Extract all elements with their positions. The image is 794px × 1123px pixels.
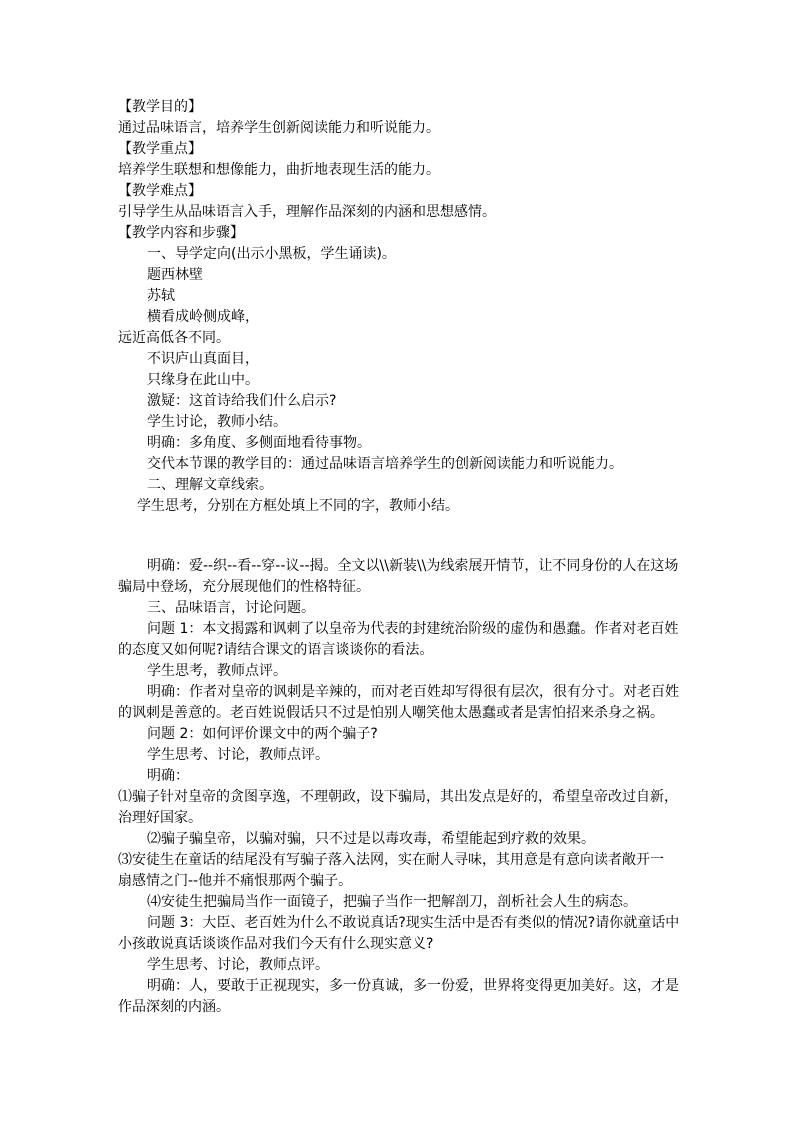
heading-teaching-goal: 【教学目的】 xyxy=(118,99,202,115)
answer-2-label: 明确： xyxy=(147,768,189,784)
answer-1-line-2: 的讽刺是善意的。老百姓说假话只不过是怕别人嘲笑他太愚蠢或者是害怕招来杀身之祸。 xyxy=(118,705,664,721)
poem-line-4: 只缘身在此山中。 xyxy=(147,372,259,388)
student-think-1: 学生思考，教师点评。 xyxy=(147,663,287,679)
section-two-heading: 二、理解文章线索。 xyxy=(147,477,273,493)
clarification-1: 明确：多角度、多侧面地看待事物。 xyxy=(147,435,371,451)
prompt-question: 激疑：这首诗给我们什么启示? xyxy=(147,393,337,409)
answer-2-point-1-line-1: ⑴骗子针对皇帝的贪图享逸，不理朝政，设下骗局，其出发点是好的，希望皇帝改过自新， xyxy=(118,789,678,805)
student-fill-in: 学生思考，分别在方框处填上不同的字，教师小结。 xyxy=(137,498,459,514)
poem-author: 苏轼 xyxy=(147,288,175,304)
poem-line-3: 不识庐山真面目， xyxy=(147,351,259,367)
question-2: 问题 2：如何评价课文中的两个骗子? xyxy=(147,726,378,742)
section-three-heading: 三、品味语言，讨论问题。 xyxy=(147,600,315,616)
heading-difficulties: 【教学难点】 xyxy=(118,183,202,199)
answer-2-point-1-line-2: 治理好国家。 xyxy=(118,810,202,826)
student-think-2: 学生思考、讨论，教师点评。 xyxy=(147,747,329,763)
section-one-heading: 一、导学定向(出示小黑板，学生诵读)。 xyxy=(147,246,396,262)
clarification-2-line-2: 骗局中登场，充分展现他们的性格特征。 xyxy=(118,579,370,595)
student-discussion: 学生讨论，教师小结。 xyxy=(147,414,287,430)
answer-1-line-1: 明确：作者对皇帝的讽刺是辛辣的，而对老百姓却写得很有层次，很有分寸。对老百姓 xyxy=(147,684,679,700)
question-1-line-2: 的态度又如何呢?请结合课文的语言谈谈你的看法。 xyxy=(118,642,434,658)
answer-2-point-3-line-2: 扇感情之门--他并不痛恨那两个骗子。 xyxy=(118,873,353,889)
answer-2-point-4: ⑷安徒生把骗局当作一面镜子，把骗子当作一把解剖刀，剖析社会人生的病态。 xyxy=(147,894,637,910)
poem-title: 题西林壁 xyxy=(147,267,203,283)
poem-line-1: 横看成岭侧成峰， xyxy=(147,309,259,325)
clarification-2-line-1: 明确：爱--织--看--穿--议--揭。全文以\\新装\\为线索展开情节，让不同身份的人在这场 xyxy=(147,558,679,574)
answer-2-point-3-line-1: ⑶安徒生在童话的结尾没有写骗子落入法网，实在耐人寻味，其用意是有意向读者敞开一 xyxy=(118,852,664,868)
heading-content-steps: 【教学内容和步骤】 xyxy=(118,225,244,241)
heading-key-points: 【教学重点】 xyxy=(118,141,202,157)
answer-2-point-2: ⑵骗子骗皇帝，以骗对骗，只不过是以毒攻毒，希望能起到疗救的效果。 xyxy=(147,831,595,847)
teaching-goal-text: 通过品味语言，培养学生创新阅读能力和听说能力。 xyxy=(118,120,440,136)
difficulties-text: 引导学生从品味语言入手，理解作品深刻的内涵和思想感情。 xyxy=(118,204,496,220)
answer-3-line-2: 作品深刻的内涵。 xyxy=(118,999,230,1015)
question-3-line-2: 小孩敢说真话谈谈作品对我们今天有什么现实意义? xyxy=(118,936,434,952)
lesson-goal-statement: 交代本节课的教学目的：通过品味语言培养学生的创新阅读能力和听说能力。 xyxy=(147,456,623,472)
question-3-line-1: 问题 3：大臣、老百姓为什么不敢说真话?现实生活中是否有类似的情况?请你就童话中 xyxy=(147,915,680,931)
poem-line-2: 远近高低各不同。 xyxy=(118,330,230,346)
answer-3-line-1: 明确：人，要敢于正视现实，多一份真诚，多一份爱，世界将变得更加美好。这，才是 xyxy=(147,978,679,994)
question-1-line-1: 问题 1：本文揭露和讽刺了以皇帝为代表的封建统治阶级的虚伪和愚蠢。作者对老百姓 xyxy=(147,621,679,637)
key-points-text: 培养学生联想和想像能力，曲折地表现生活的能力。 xyxy=(118,162,440,178)
student-think-3: 学生思考、讨论，教师点评。 xyxy=(147,957,329,973)
